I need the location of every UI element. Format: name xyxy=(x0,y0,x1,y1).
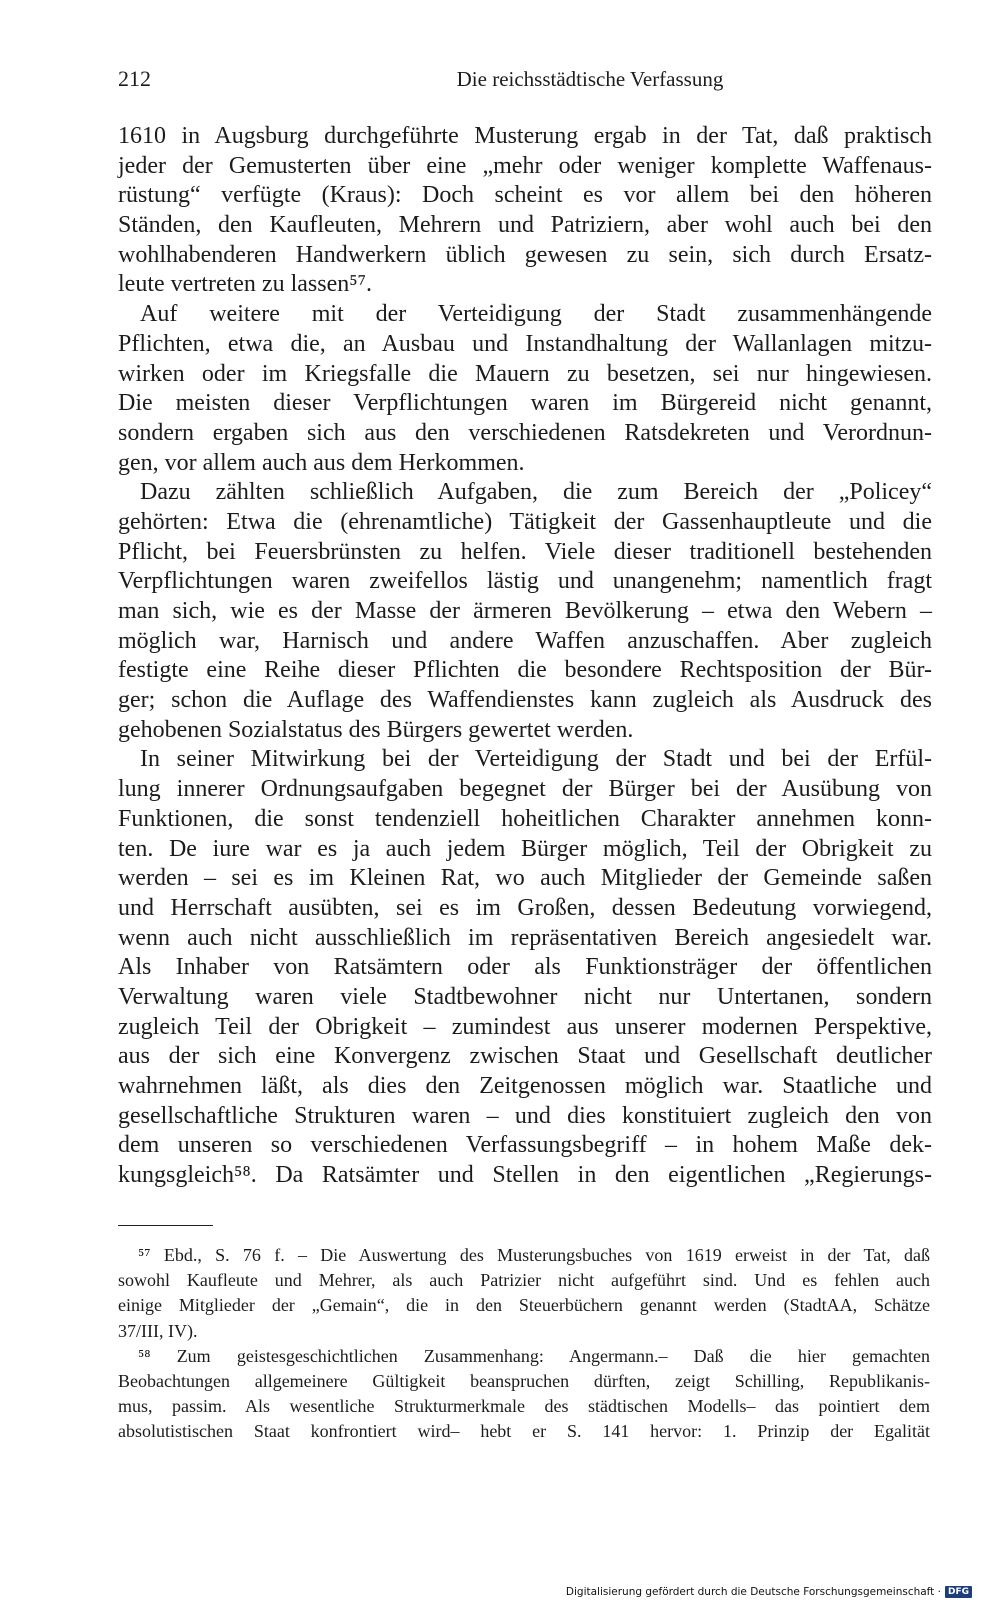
text-line: man sich, wie es der Masse der ärmeren Bevölkerung – etwa den Webern – xyxy=(118,598,932,624)
text-line: lung innerer Ordnungsaufgaben begegnet der Bürger bei der Ausübung von xyxy=(118,776,932,803)
text-line: wirken oder im Kriegsfalle die Mauern zu besetzen, sei nur hingewiesen. xyxy=(118,360,932,387)
text-line: In seiner Mitwirkung bei der Verteidigung der Stadt und bei der Erfül- xyxy=(140,746,932,773)
text-line: dem unseren so verschiedenen Verfassungsbegriff – in hohem Maße dek- xyxy=(118,1132,932,1159)
footnote-line: sowohl Kaufleute und Mehrer, als auch Patrizier nicht aufgeführt sind. Und es fehlen auch xyxy=(118,1270,930,1291)
footnote-line: ⁵⁸ Zum geistesgeschichtlichen Zusammenhang: Angermann.– Daß die hier gemachten xyxy=(138,1345,930,1366)
text-line: wenn auch nicht ausschließlich im repräsentativen Bereich angesiedelt war. xyxy=(118,924,932,951)
text-line: Verwaltung waren viele Stadtbewohner nicht nur Untertanen, sondern xyxy=(118,983,932,1010)
text-line: Auf weitere mit der Verteidigung der Stadt zusammenhängende xyxy=(140,301,932,328)
text-line: rüstung“ verfügte (Kraus): Doch scheint es vor allem bei den höheren xyxy=(118,182,932,209)
text-line: leute vertreten zu lassen⁵⁷. xyxy=(118,271,372,298)
text-line: und Herrschaft ausübten, sei es im Großen, dessen Bedeutung vorwiegend, xyxy=(118,894,932,921)
footnotes xyxy=(118,1243,930,1445)
footnote-line: Beobachtungen allgemeinere Gültigkeit beanspruchen dürften, zeigt Schilling, Republikanis- xyxy=(118,1370,930,1391)
text-line: zugleich Teil der Obrigkeit – zumindest aus unserer modernen Perspektive, xyxy=(118,1013,932,1040)
text-line: wohlhabenderen Handwerkern üblich gewesen zu sein, sich durch Ersatz- xyxy=(118,241,932,268)
text-line: kungsgleich⁵⁸. Da Ratsämter und Stellen in den eigentlichen „Regierungs- xyxy=(118,1162,932,1189)
text-line: Dazu zählten schließlich Aufgaben, die zum Bereich der „Policey“ xyxy=(140,479,932,506)
text-line: jeder der Gemusterten über eine „mehr oder weniger komplette Waffenaus- xyxy=(118,152,932,179)
text-line: Ständen, den Kaufleuten, Mehrern und Patriziern, aber wohl auch bei den xyxy=(118,212,932,239)
text-line: 1610 in Augsburg durchgeführte Musterung ergab in der Tat, daß praktisch xyxy=(118,123,932,149)
running-head: Die reichsstädtische Verfassung xyxy=(456,67,724,91)
footnote-line: einige Mitglieder der „Gemain“, die in den Steuerbüchern genannt werden (StadtAA, Schätze xyxy=(118,1295,930,1316)
text-line: gehobenen Sozialstatus des Bürgers gewertet werden. xyxy=(118,716,634,743)
footnote-line: absolutistischen Staat konfrontiert wird– hebt er S. 141 hervor: 1. Prinzip der Egalität xyxy=(118,1421,930,1442)
text-line: möglich war, Harnisch und andere Waffen anzuschaffen. Aber zugleich xyxy=(118,627,932,654)
text-line: gehörten: Etwa die (ehrenamtliche) Tätigkeit der Gassenhauptleute und die xyxy=(118,508,932,535)
text-line: sondern ergaben sich aus den verschiedenen Ratsdekreten und Verordnun- xyxy=(118,419,932,446)
credit-text: Digitalisierung gefördert durch die Deutsche Forschungsgemeinschaft · xyxy=(565,1586,941,1598)
footnote-line: mus, passim. Als wesentliche Strukturmerkmale des städtischen Modells– das pointiert dem xyxy=(118,1396,930,1417)
text-line: festigte eine Reihe dieser Pflichten die besondere Rechtsposition der Bür- xyxy=(118,657,932,684)
text-line: Verpflichtungen waren zweifellos lästig und unangenehm; namentlich fragt xyxy=(118,568,932,595)
text-line: gesellschaftliche Strukturen waren – und dies konstituiert zugleich den von xyxy=(118,1102,932,1129)
text-line: ten. De iure war es ja auch jedem Bürger möglich, Teil der Obrigkeit zu xyxy=(118,835,932,862)
text-line: ger; schon die Auflage des Waffendienstes kann zugleich als Ausdruck des xyxy=(118,687,932,714)
text-line: Die meisten dieser Verpflichtungen waren im Bürgereid nicht genannt, xyxy=(118,390,932,417)
text-line: Funktionen, die sonst tendenziell hoheitlichen Charakter annehmen konn- xyxy=(118,805,932,832)
text-line: wahrnehmen läßt, als dies den Zeitgenossen möglich war. Staatliche und xyxy=(118,1073,932,1099)
text-line: Pflicht, bei Feuersbrünsten zu helfen. Viele dieser traditionell bestehenden xyxy=(118,538,932,565)
footnote-line: ⁵⁷ Ebd., S. 76 f. – Die Auswertung des Musterungsbuches von 1619 erweist in der Tat, daß xyxy=(138,1245,930,1265)
footnote-divider xyxy=(118,1225,213,1226)
text-line: Als Inhaber von Ratsämtern oder als Funktionsträger der öffentlichen xyxy=(118,954,932,981)
text-line: werden – sei es im Kleinen Rat, wo auch Mitglieder der Gemeinde saßen xyxy=(118,865,932,892)
text-line: Pflichten, etwa die, an Ausbau und Instandhaltung der Wallanlagen mitzu- xyxy=(118,330,932,357)
digitization-credit xyxy=(566,1585,972,1599)
footnote-line: 37/III, IV). xyxy=(118,1320,198,1341)
text-line: aus der sich eine Konvergenz zwischen Staat und Gesellschaft deutlicher xyxy=(118,1043,932,1070)
body-text xyxy=(118,122,932,1191)
page-number: 212 xyxy=(118,66,151,91)
text-line: gen, vor allem auch aus dem Herkommen. xyxy=(118,449,525,476)
dfg-logo: DFG xyxy=(945,1586,972,1598)
